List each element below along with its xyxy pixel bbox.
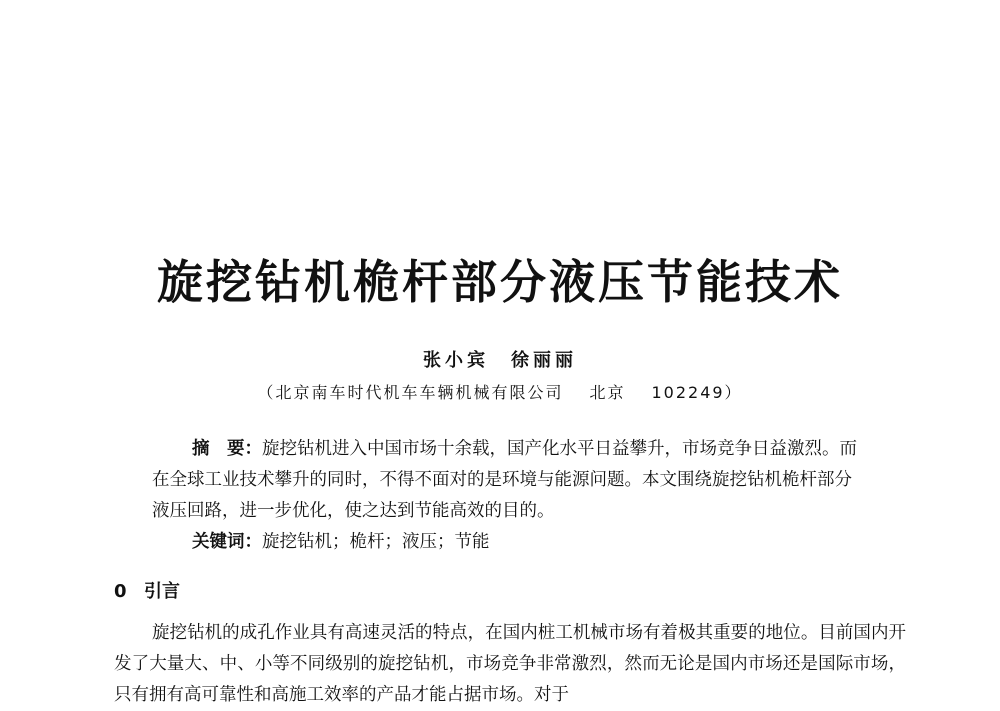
affiliation-close-paren: ） <box>724 383 743 402</box>
body-text <box>114 618 906 711</box>
paper-title: 旋挖钻机桅杆部分液压节能技术 <box>157 255 843 309</box>
affiliation-postcode: 102249 <box>651 383 725 402</box>
affiliation <box>0 380 1000 403</box>
section-title: 引言 <box>144 581 180 602</box>
abstract-label: 摘 要： <box>192 439 262 459</box>
keywords-paragraph <box>152 527 864 558</box>
body-paragraph: 旋挖钻机的成孔作业具有高速灵活的特点，在国内桩工机械市场有着极其重要的地位。目前国内开发了大量大、中、小等不同级别的旋挖钻机，市场竞争非常激烈，然而无论是国内市场还是国际市场，只有拥有高可靠性和高施工效率的产品才能占据市场。对于 <box>114 623 906 705</box>
author-name: 张小宾 <box>423 350 489 371</box>
keywords-text: 旋挖钻机；桅杆；液压；节能 <box>262 532 490 552</box>
section-heading <box>114 577 180 603</box>
abstract-block <box>152 434 864 558</box>
affiliation-city: 北京 <box>589 383 626 402</box>
affiliation-open-paren: （ <box>257 383 276 402</box>
abstract-text: 旋挖钻机进入中国市场十余载，国产化水平日益攀升，市场竞争日益激烈。而在全球工业技术攀升的同时，不得不面对的是环境与能源问题。本文围绕旋挖钻机桅杆部分液压回路，进一步优化，使之达到节能高效的目的。 <box>152 439 857 521</box>
section-number: 0 <box>114 581 127 602</box>
abstract-paragraph <box>152 434 864 527</box>
author-list <box>0 346 1000 372</box>
keywords-label: 关键词： <box>192 532 262 552</box>
affiliation-org: 北京南车时代机车车辆机械有限公司 <box>275 383 564 402</box>
author-name: 徐丽丽 <box>511 350 577 371</box>
